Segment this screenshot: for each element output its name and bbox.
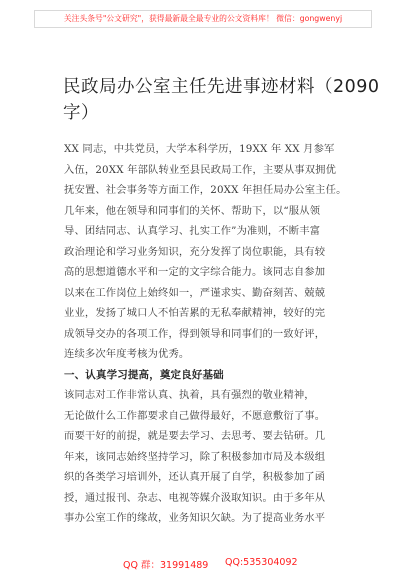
paragraph-line: 几年来，他在领导和同事们的关怀、帮助下，以“服从领 [64,204,321,217]
paragraph-line: 入伍，20XX 年部队转业至县民政局工作，主要从事双拥优 [64,163,337,176]
paragraph-line: 业业，发扬了城口人不怕苦累的无私奉献精神，较好的完 [64,307,326,319]
paragraph-line: 高的思想道德水平和一定的文字综合能力。该同志自参加 [64,266,326,278]
contact-footer [0,557,408,573]
qq-group-number: QQ 群：31991489 [123,560,209,571]
paragraph-line: 无论做什么工作都要求自己做得最好，不愿意敷衍了事。 [64,409,326,422]
paragraph-line: 授，通过报刊、杂志、电视等媒介汲取知识。由于多年从 [64,491,326,504]
paragraph-line: 织的各类学习培训外，还认真开展了自学，积极参加了函 [64,471,326,483]
paragraph-line: 连续多次年度考核为优秀。 [64,348,190,360]
title-line: 字） [63,103,99,123]
qq-contact-number: QQ:535304092 [225,557,298,568]
paragraph-line: XX 同志，中共党员，大学本科学历，19XX 年 XX 月参军 [64,143,335,155]
paragraph-line: 成领导交办的各项工作，得到领导和同事们的一致好评， [64,327,326,340]
paragraph-line: 年来，该同志始终坚持学习，除了积极参加市局及本级组 [64,450,326,463]
promo-banner [34,10,372,28]
paragraph-line: 以来在工作岗位上始终如一，严谨求实、勤奋刻苦、兢兢 [64,286,326,299]
paragraph-line: 导、团结同志、认真学习、扎实工作”为准则，不断丰富 [64,225,321,237]
title-line: 民政局办公室主任先进事迹材料（2090 [63,77,380,97]
promo-banner-text: 关注头条号"公文研究"，获得最新最全最专业的公文资料库！ 微信：gongwenyj [63,14,343,23]
paragraph-line: 而要干好的前提，就是要去学习、去思考、要去钻研。几 [64,430,326,442]
paragraph-line: 事办公室工作的缘故，业务知识欠缺。为了提高业务水平 [64,512,326,524]
paragraph-line: 该同志对工作非常认真、执着，具有强烈的敬业精神， [64,389,315,401]
section-heading: 一、认真学习提高，奠定良好基础 [64,368,224,381]
document-title [63,74,380,126]
paragraph-line: 政治理论和学习业务知识，充分发挥了岗位职能，具有较 [64,245,326,258]
paragraph-line: 抚安置、社会事务等方面工作，20XX 年担任局办公室主任。 [64,184,347,196]
document-body [64,139,364,529]
